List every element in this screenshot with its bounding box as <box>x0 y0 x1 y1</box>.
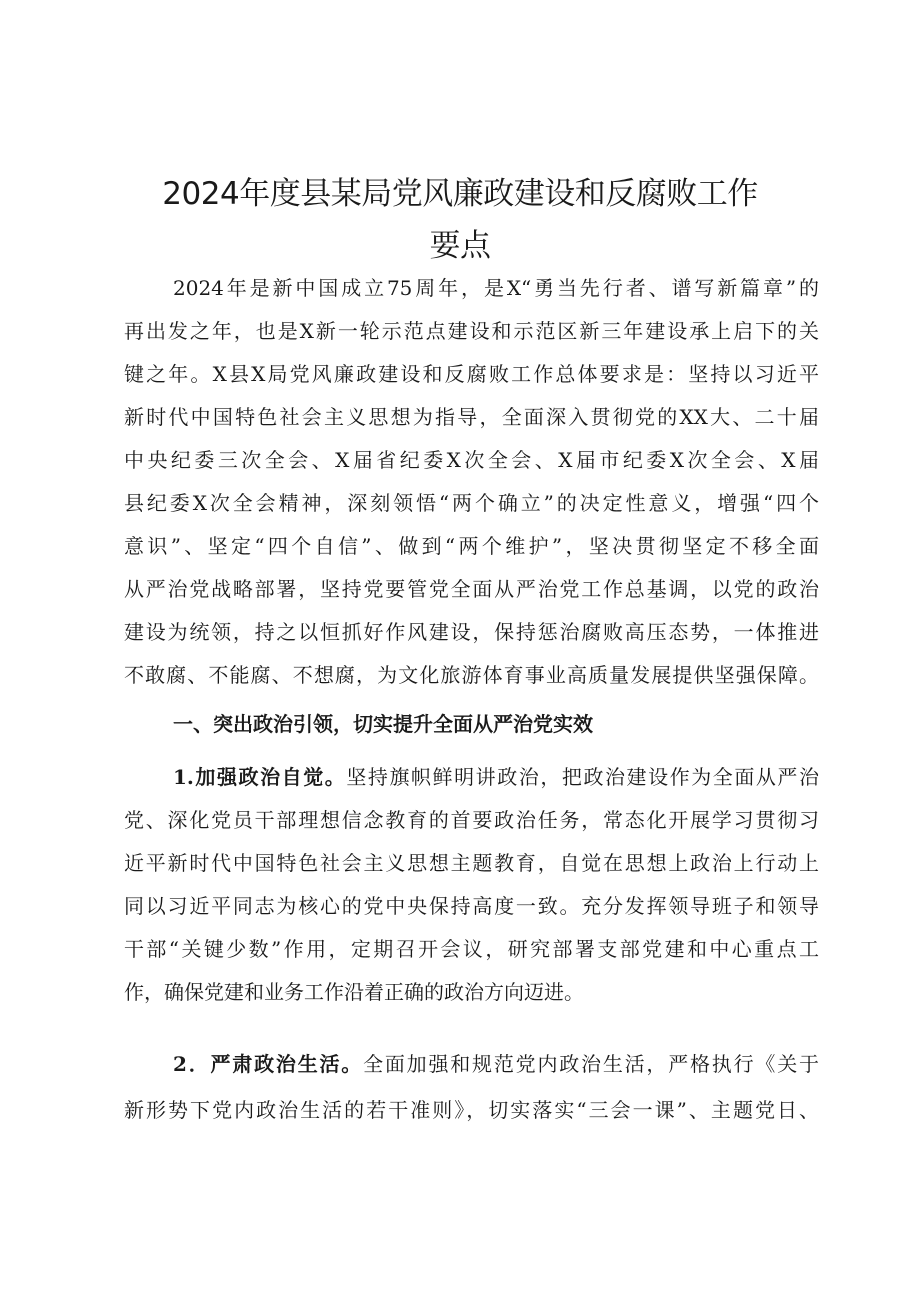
item-2-text: 全面加强和规范党内政治生活，严格执行《关于 <box>363 1052 819 1076</box>
paragraph-line: 中央纪委三次全会、X届省纪委X次全会、X届市纪委X次全会、X届 <box>124 448 819 472</box>
paragraph-line: 近平新时代中国特色社会主义思想主题教育，自觉在思想上政治上行动上 <box>124 851 819 875</box>
paragraph-line: 同以习近平同志为核心的党中央保持高度一致。充分发挥领导班子和领导 <box>124 894 819 918</box>
paragraph-line: 新时代中国特色社会主义思想为指导，全面深入贯彻党的XX大、二十届 <box>124 405 819 429</box>
item-1-first-line <box>173 757 819 797</box>
paragraph-line: 从严治党战略部署，坚持党要管党全面从严治党工作总基调，以党的政治 <box>124 577 819 601</box>
paragraph-line: 再出发之年，也是X新一轮示范点建设和示范区新三年建设承上启下的关 <box>124 319 819 343</box>
paragraph-line: 2024年是新中国成立75周年，是X“勇当先行者、谱写新篇章”的 <box>173 276 819 300</box>
paragraph-line: 县纪委X次全会精神，深刻领悟“两个确立”的决定性意义，增强“四个 <box>124 491 819 515</box>
paragraph-line: 新形势下党内政治生活的若干准则》，切实落实“三会一课”、主题党日、 <box>124 1098 819 1122</box>
paragraph-line: 建设为统领，持之以恒抓好作风建设，保持惩治腐败高压态势，一体推进 <box>124 620 819 644</box>
document-title-continued: 要点 <box>429 228 491 264</box>
paragraph-line: 键之年。X县X局党风廉政建设和反腐败工作总体要求是：坚持以习近平 <box>124 362 819 386</box>
paragraph-line: 党、深化党员干部理想信念教育的首要政治任务，常态化开展学习贯彻习 <box>124 808 819 832</box>
section-heading: 一、突出政治引领，切实提升全面从严治党实效 <box>173 712 593 736</box>
paragraph-line: 干部“关键少数”作用，定期召开会议，研究部署支部党建和中心重点工 <box>124 937 819 961</box>
item-2-first-line <box>173 1044 819 1084</box>
paragraph-line: 作，确保党建和业务工作沿着正确的政治方向迈进。 <box>124 980 584 1004</box>
item-1-text: 坚持旗帜鲜明讲政治，把政治建设作为全面从严治 <box>346 765 819 789</box>
item-1-label: 1.加强政治自觉。 <box>173 765 347 789</box>
paragraph-line: 不敢腐、不能腐、不想腐，为文化旅游体育事业高质量发展提供坚强保障。 <box>124 663 819 687</box>
document-title: 2024年度县某局党风廉政建设和反腐败工作 <box>162 176 758 212</box>
item-2-label: 2．严肃政治生活。 <box>173 1052 364 1076</box>
paragraph-line: 意识”、坚定“四个自信”、做到“两个维护”，坚决贯彻坚定不移全面 <box>124 534 819 558</box>
